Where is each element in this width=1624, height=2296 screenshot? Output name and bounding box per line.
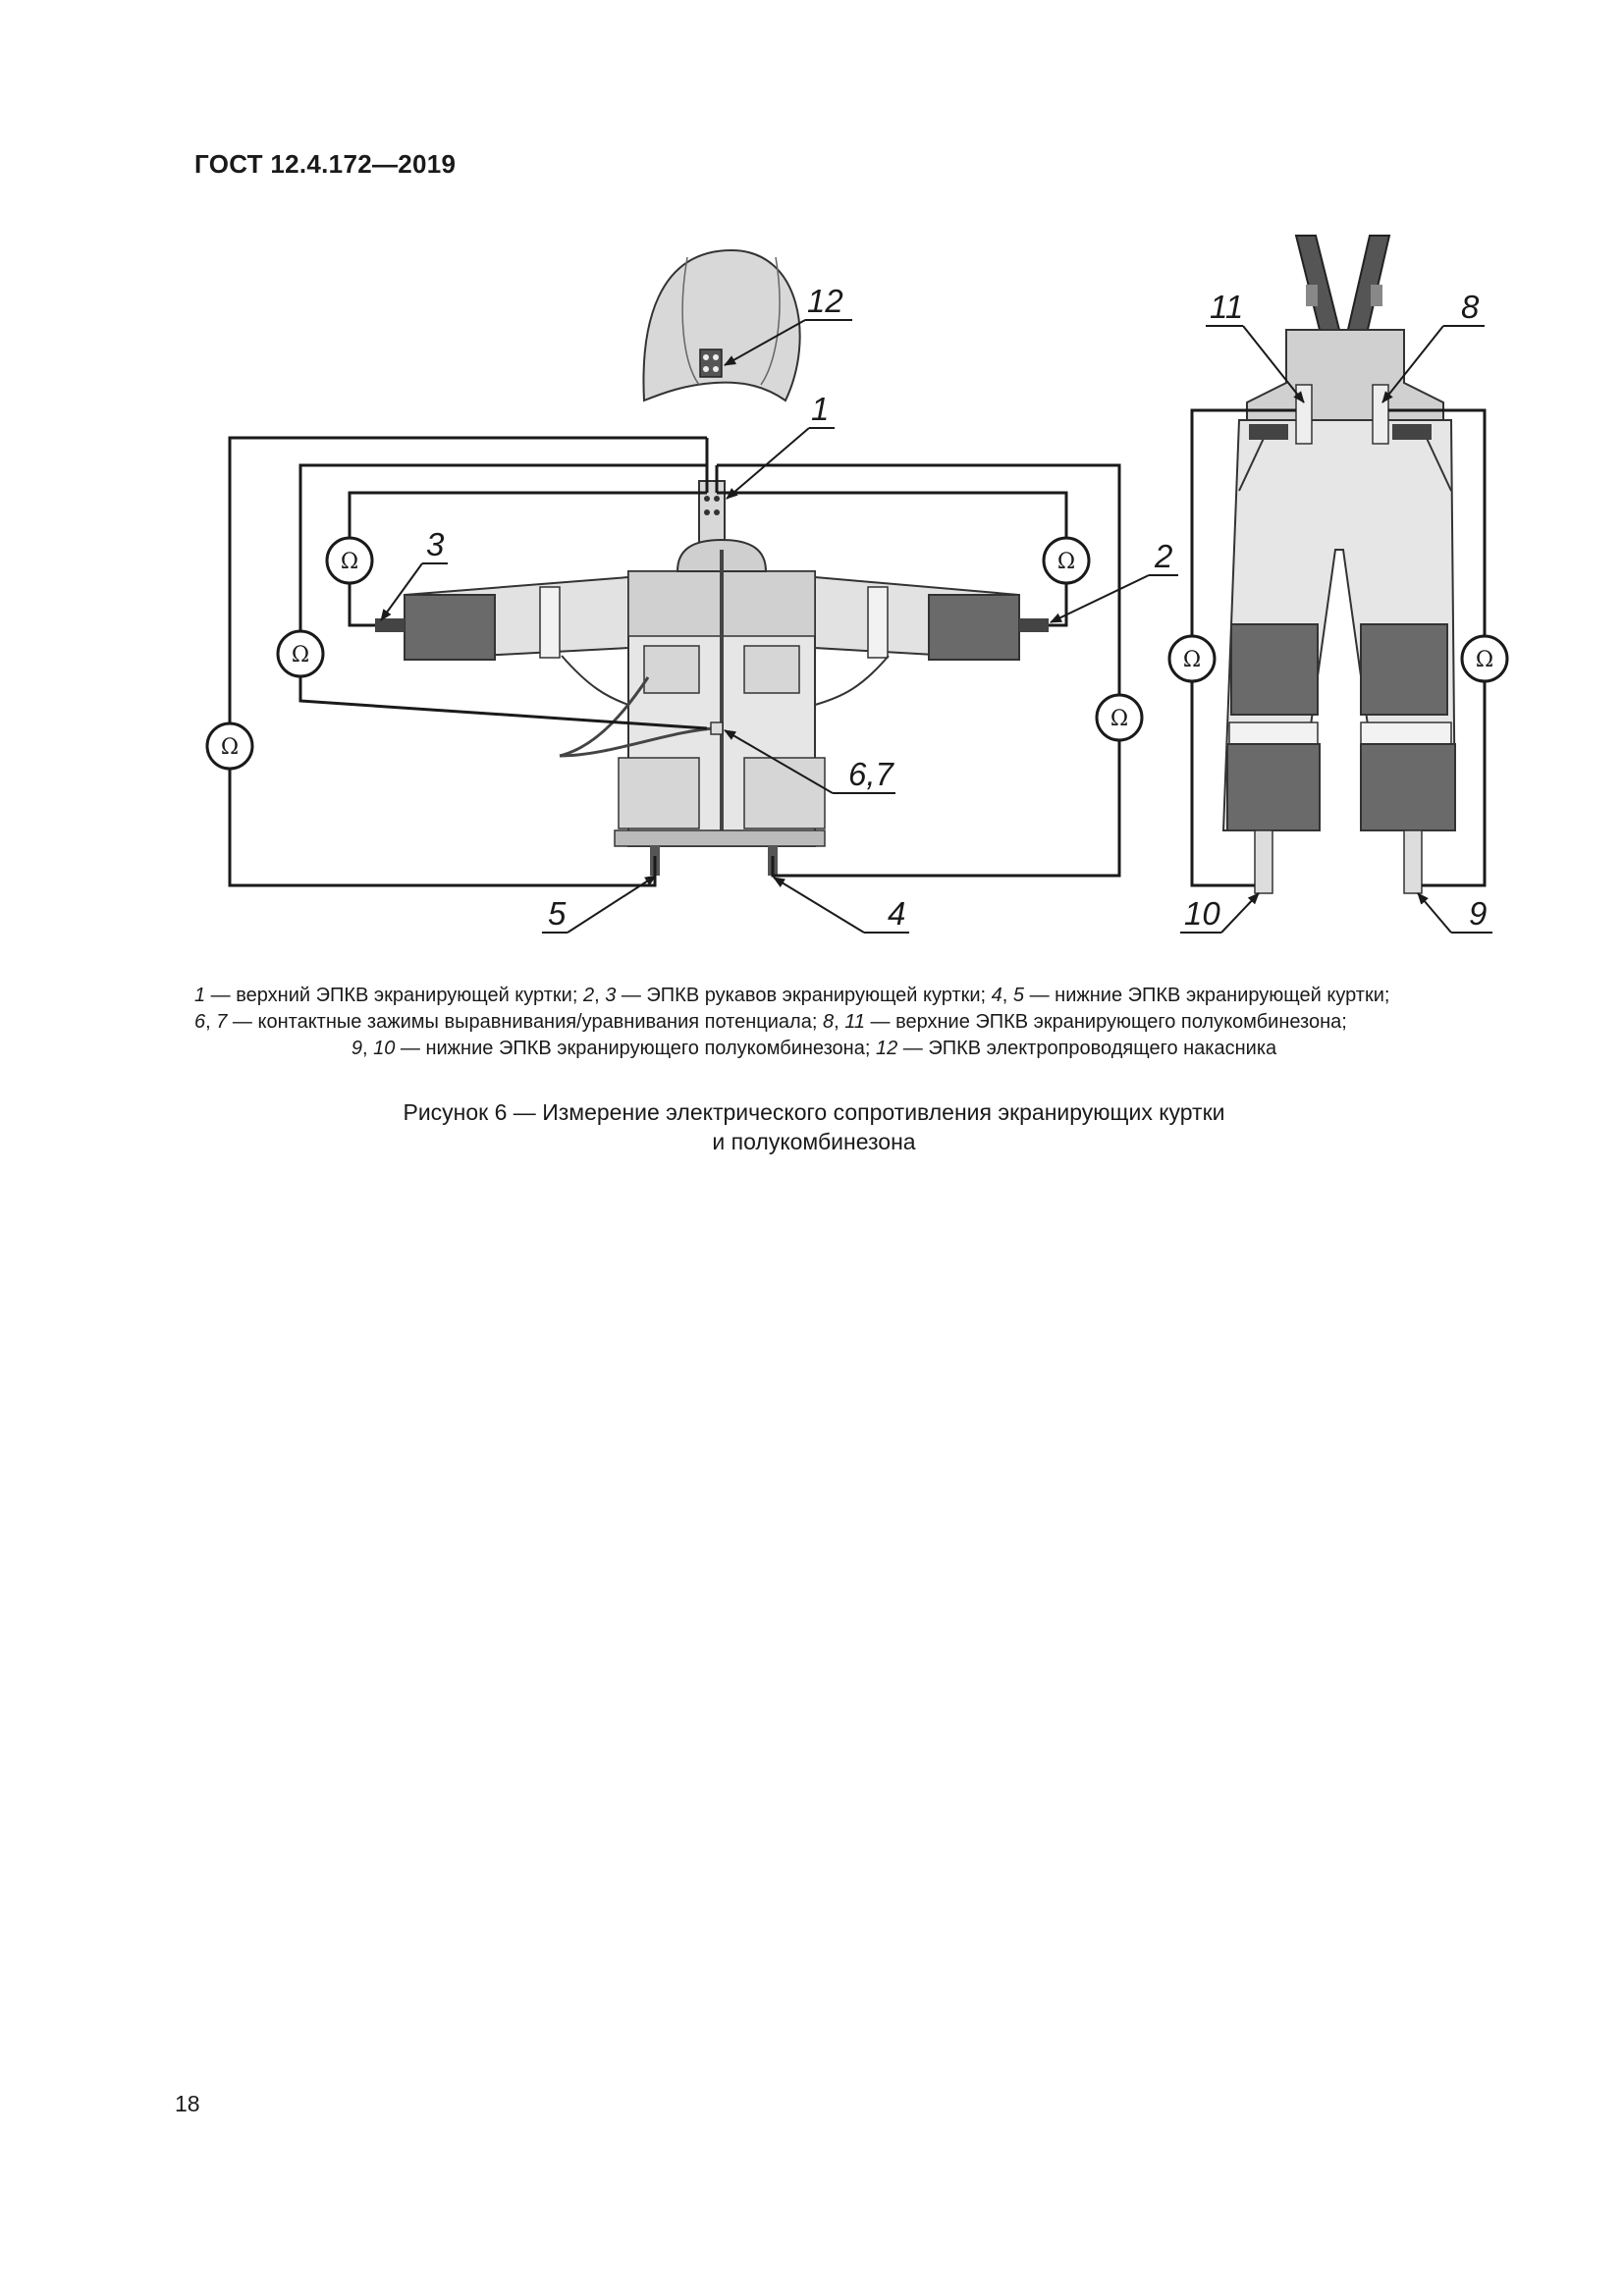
svg-text:12: 12	[807, 283, 843, 319]
callout-1	[727, 391, 835, 499]
jacket-illustration	[375, 481, 1049, 876]
ohmmeter-right-sleeve	[1044, 538, 1089, 583]
svg-text:Ω: Ω	[1110, 707, 1129, 731]
svg-text:Ω: Ω	[291, 643, 310, 667]
legend-line-2: 6, 7 — контактные зажимы выравнивания/уравнивания потенциала; 8, 11 — верхние ЭПКВ экранирующего полукомбинезона;	[194, 1011, 1347, 1033]
callout-10	[1180, 893, 1259, 933]
legend-line-1: 1 — верхний ЭПКВ экранирующей куртки; 2, 3 — ЭПКВ рукавов экранирующей куртки; 4, 5 — нижние ЭПКВ экранирующей куртки;	[194, 985, 1390, 1006]
ohmmeter-left-middle	[278, 631, 323, 676]
figure-6	[0, 0, 1624, 982]
ohmmeter-left-outer	[207, 723, 252, 769]
svg-text:9: 9	[1469, 895, 1488, 932]
svg-text:5: 5	[548, 895, 567, 932]
hood-illustration	[643, 250, 799, 400]
document-header: ГОСТ 12.4.172—2019	[194, 149, 457, 179]
svg-text:1: 1	[811, 391, 830, 427]
svg-text:Ω: Ω	[340, 550, 359, 574]
callout-9	[1418, 893, 1492, 933]
caption-line-2: и полукомбинезона	[712, 1129, 916, 1154]
svg-text:Ω: Ω	[1182, 648, 1202, 672]
overalls-illustration	[1223, 236, 1455, 893]
page-number: 18	[175, 2091, 200, 2116]
svg-text:11: 11	[1210, 289, 1244, 325]
ohmmeter-right-middle	[1097, 695, 1142, 740]
legend-line-3: 9, 10 — нижние ЭПКВ экранирующего полукомбинезона; 12 — ЭПКВ электропроводящего накасника	[351, 1038, 1277, 1059]
svg-text:2: 2	[1155, 538, 1173, 574]
ohmmeter-overalls-left	[1169, 636, 1215, 681]
svg-text:6,7: 6,7	[848, 756, 893, 792]
ohmmeter-left-sleeve	[327, 538, 372, 583]
svg-text:10: 10	[1184, 895, 1220, 932]
svg-text:Ω: Ω	[1475, 648, 1494, 672]
svg-text:Ω: Ω	[1056, 550, 1076, 574]
ohmmeter-overalls-right	[1462, 636, 1507, 681]
caption-line-1: Рисунок 6 — Измерение электрического сопротивления экранирующих куртки	[403, 1099, 1225, 1125]
figure-legend	[194, 983, 1434, 1062]
svg-text:Ω: Ω	[220, 735, 240, 760]
svg-text:3: 3	[426, 526, 445, 562]
figure-caption	[194, 1097, 1434, 1156]
svg-text:8: 8	[1461, 289, 1480, 325]
callout-4	[774, 878, 909, 933]
svg-text:4: 4	[888, 895, 906, 932]
